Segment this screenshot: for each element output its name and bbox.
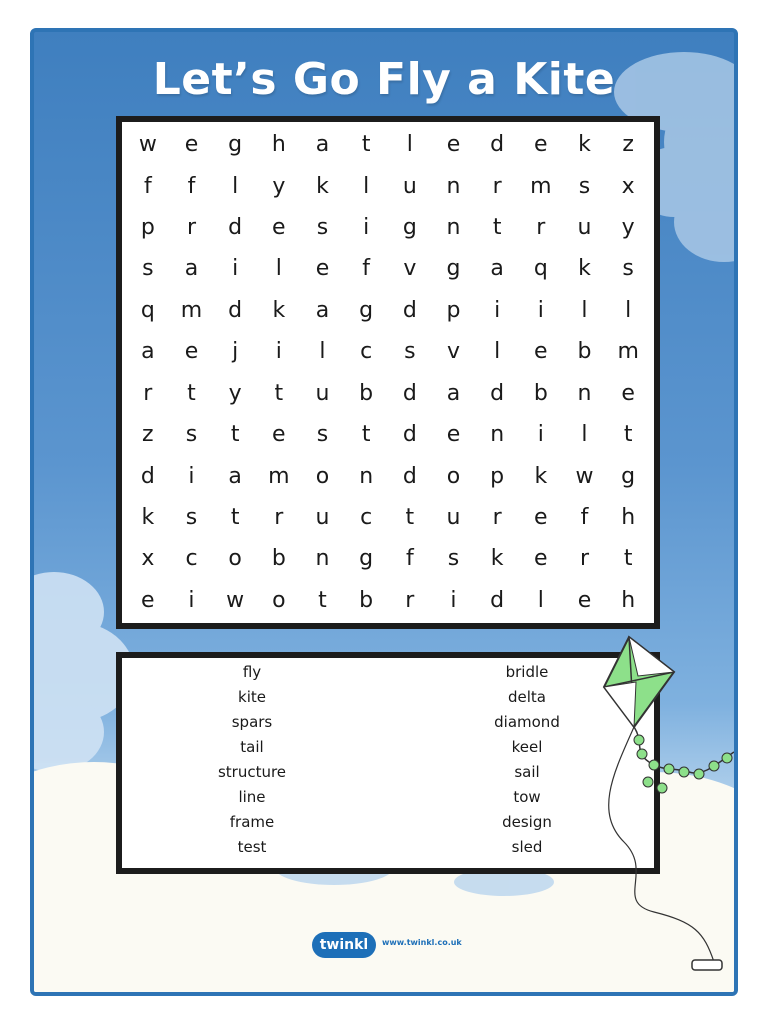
word-search-grid (116, 116, 660, 629)
grid-letter: r (492, 173, 502, 199)
grid-letter: t (623, 422, 633, 448)
grid-letter: r (579, 546, 590, 572)
grid-letter: e (184, 132, 199, 158)
word-list-item: test (237, 838, 267, 856)
grid-letter: o (272, 587, 286, 613)
word-list-item: sled (511, 838, 543, 856)
twinkl-logo-icon (312, 930, 472, 960)
word-list-item: spars (231, 713, 273, 731)
grid-letter: i (188, 587, 195, 613)
grid-letter: l (406, 132, 413, 158)
grid-letter: a (490, 256, 504, 282)
grid-letter: d (402, 297, 417, 323)
grid-letter: g (446, 256, 461, 282)
grid-letter: s (404, 339, 416, 365)
grid-letter: r (274, 504, 284, 530)
grid-letter: d (402, 463, 417, 489)
grid-letter: a (184, 256, 199, 282)
grid-letter: r (143, 380, 153, 406)
grid-letter: o (228, 546, 242, 572)
grid-letter: z (142, 422, 154, 448)
grid-letter: t (230, 504, 240, 530)
grid-letter: k (578, 256, 591, 282)
grid-letter: u (402, 173, 417, 199)
grid-letter: m (268, 463, 290, 489)
grid-letter: v (403, 256, 417, 282)
grid-letter: f (187, 173, 196, 199)
grid-letter: b (271, 546, 286, 572)
grid-letter: e (184, 339, 199, 365)
grid-letter: n (359, 463, 374, 489)
logo-brand: twinkl (312, 932, 376, 958)
grid-letter: t (361, 422, 371, 448)
grid-letter: v (446, 339, 460, 365)
grid-letter: l (581, 297, 588, 323)
grid-letter: y (272, 173, 286, 199)
grid-letter: h (621, 504, 636, 530)
grid-letter: t (361, 132, 371, 158)
grid-letter: a (141, 339, 155, 365)
grid-letter: s (447, 546, 460, 572)
grid-letter: e (141, 587, 155, 613)
grid-letter: k (272, 297, 286, 323)
grid-letter: i (537, 297, 544, 323)
grid-letter: b (533, 380, 548, 406)
grid-letter: i (275, 339, 282, 365)
grid-letter: g (228, 132, 243, 158)
word-list-item: sail (514, 763, 540, 781)
grid-letter: e (272, 215, 286, 241)
grid-letter: f (143, 173, 152, 199)
grid-letter: i (188, 463, 195, 489)
grid-letter: e (534, 546, 548, 572)
grid-letter: m (617, 339, 639, 365)
grid-letter: u (315, 504, 330, 530)
grid-letter: r (492, 504, 502, 530)
grid-letter: i (450, 587, 457, 613)
grid-letter: g (402, 215, 417, 241)
grid-letter: z (622, 132, 634, 158)
grid-letter: m (180, 297, 203, 323)
grid-letter: k (578, 132, 591, 158)
grid-letter: e (621, 380, 635, 406)
grid-letter: l (494, 339, 501, 365)
grid-letter: n (446, 173, 461, 199)
grid-letter: a (446, 380, 461, 406)
grid-letter: d (490, 132, 505, 158)
grid-letter: i (494, 297, 501, 323)
word-list-item: design (502, 813, 552, 831)
grid-letter: p (446, 297, 461, 323)
grid-letter: e (534, 132, 548, 158)
word-list-item: diamond (494, 713, 560, 731)
grid-letter: x (621, 173, 635, 199)
grid-letter: l (232, 173, 239, 199)
grid-letter: s (578, 173, 591, 199)
word-list-item: structure (217, 763, 287, 781)
grid-letter: x (141, 546, 155, 572)
grid-letter: c (185, 546, 198, 572)
grid-letter: h (271, 132, 286, 158)
grid-letter: t (230, 422, 240, 448)
grid-letter: t (405, 504, 415, 530)
grid-letter: q (533, 256, 548, 282)
word-list-item: kite (238, 688, 266, 706)
grid-letter: d (228, 297, 243, 323)
grid-letter: a (315, 297, 330, 323)
grid-letter: e (315, 256, 330, 282)
grid-letter: i (232, 256, 239, 282)
grid-letter: d (402, 380, 417, 406)
grid-letter: s (142, 256, 154, 282)
grid-letter: w (138, 132, 157, 158)
grid-letter: n (577, 380, 592, 406)
grid-letter: u (577, 215, 592, 241)
grid-letter: h (621, 587, 636, 613)
word-list-item: line (238, 788, 266, 806)
grid-letter: e (272, 422, 286, 448)
grid-letter: k (316, 173, 329, 199)
grid-letter: o (446, 463, 461, 489)
grid-letter: b (577, 339, 592, 365)
grid-letter: w (575, 463, 594, 489)
grid-letter: s (622, 256, 634, 282)
grid-letter: r (405, 587, 415, 613)
grid-letter: l (537, 587, 544, 613)
grid-letter: d (490, 380, 505, 406)
grid-letter: q (140, 297, 155, 323)
grid-letter: p (490, 463, 505, 489)
grid-letter: i (363, 215, 370, 241)
grid-letter: d (228, 215, 243, 241)
grid-letter: s (316, 215, 329, 241)
grid-letter: g (359, 297, 374, 323)
logo-url: www.twinkl.co.uk (382, 938, 462, 947)
grid-letter: l (625, 297, 632, 323)
grid-letter: c (360, 339, 373, 365)
grid-letter: y (621, 215, 635, 241)
grid-letter: e (534, 339, 548, 365)
grid-letter: d (402, 422, 417, 448)
grid-letter: n (315, 546, 330, 572)
word-list-item: keel (511, 738, 543, 756)
grid-letter: e (446, 132, 461, 158)
grid-letter: l (275, 256, 282, 282)
grid-letter: f (405, 546, 414, 572)
grid-letter: u (446, 504, 461, 530)
grid-letter: d (140, 463, 155, 489)
grid-letter: d (490, 587, 505, 613)
grid-letter: g (621, 463, 636, 489)
grid-letter: l (363, 173, 370, 199)
grid-letter: s (185, 422, 198, 448)
word-list-left (152, 660, 352, 860)
grid-letter: i (537, 422, 544, 448)
grid-letter: t (318, 587, 327, 613)
grid-letter: m (530, 173, 552, 199)
kite-icon (574, 632, 738, 972)
grid-letter: e (577, 587, 592, 613)
grid-letter: t (623, 546, 633, 572)
grid-letter: l (319, 339, 326, 365)
grid-letter: e (446, 422, 461, 448)
word-list-item: delta (508, 688, 546, 706)
page-title: Let’s Go Fly a Kite (152, 54, 616, 105)
grid-letter: r (186, 215, 197, 241)
word-list-item: fly (242, 663, 262, 681)
word-list-item: frame (229, 813, 275, 831)
grid-letter: s (185, 504, 198, 530)
grid-letter: n (490, 422, 505, 448)
worksheet-frame (30, 28, 738, 996)
grid-letter: c (360, 504, 373, 530)
grid-letter: o (315, 463, 330, 489)
grid-letter: b (359, 380, 374, 406)
grid-letter: l (581, 422, 588, 448)
grid-letter: e (534, 504, 548, 530)
grid-letter: r (536, 215, 546, 241)
grid-letter: y (228, 380, 242, 406)
grid-letter: t (492, 215, 502, 241)
grid-letter: n (446, 215, 461, 241)
grid-letter: k (141, 504, 155, 530)
grid-letter: k (534, 463, 548, 489)
word-list-item: bridle (505, 663, 549, 681)
grid-letter: p (140, 215, 155, 241)
word-list-item: tail (240, 738, 264, 756)
grid-letter: t (274, 380, 284, 406)
grid-letter: f (580, 504, 589, 530)
grid-letter: b (359, 587, 374, 613)
grid-letter: f (362, 256, 371, 282)
grid-letter: j (232, 339, 239, 365)
grid-letter: a (228, 463, 242, 489)
word-list-item: tow (513, 788, 541, 806)
grid-letter: u (315, 380, 330, 406)
grid-letter: s (316, 422, 329, 448)
grid-letter: t (187, 380, 196, 406)
grid-letter: a (315, 132, 330, 158)
grid-letter: g (359, 546, 374, 572)
grid-letter: k (490, 546, 504, 572)
grid-letter: w (226, 587, 245, 613)
